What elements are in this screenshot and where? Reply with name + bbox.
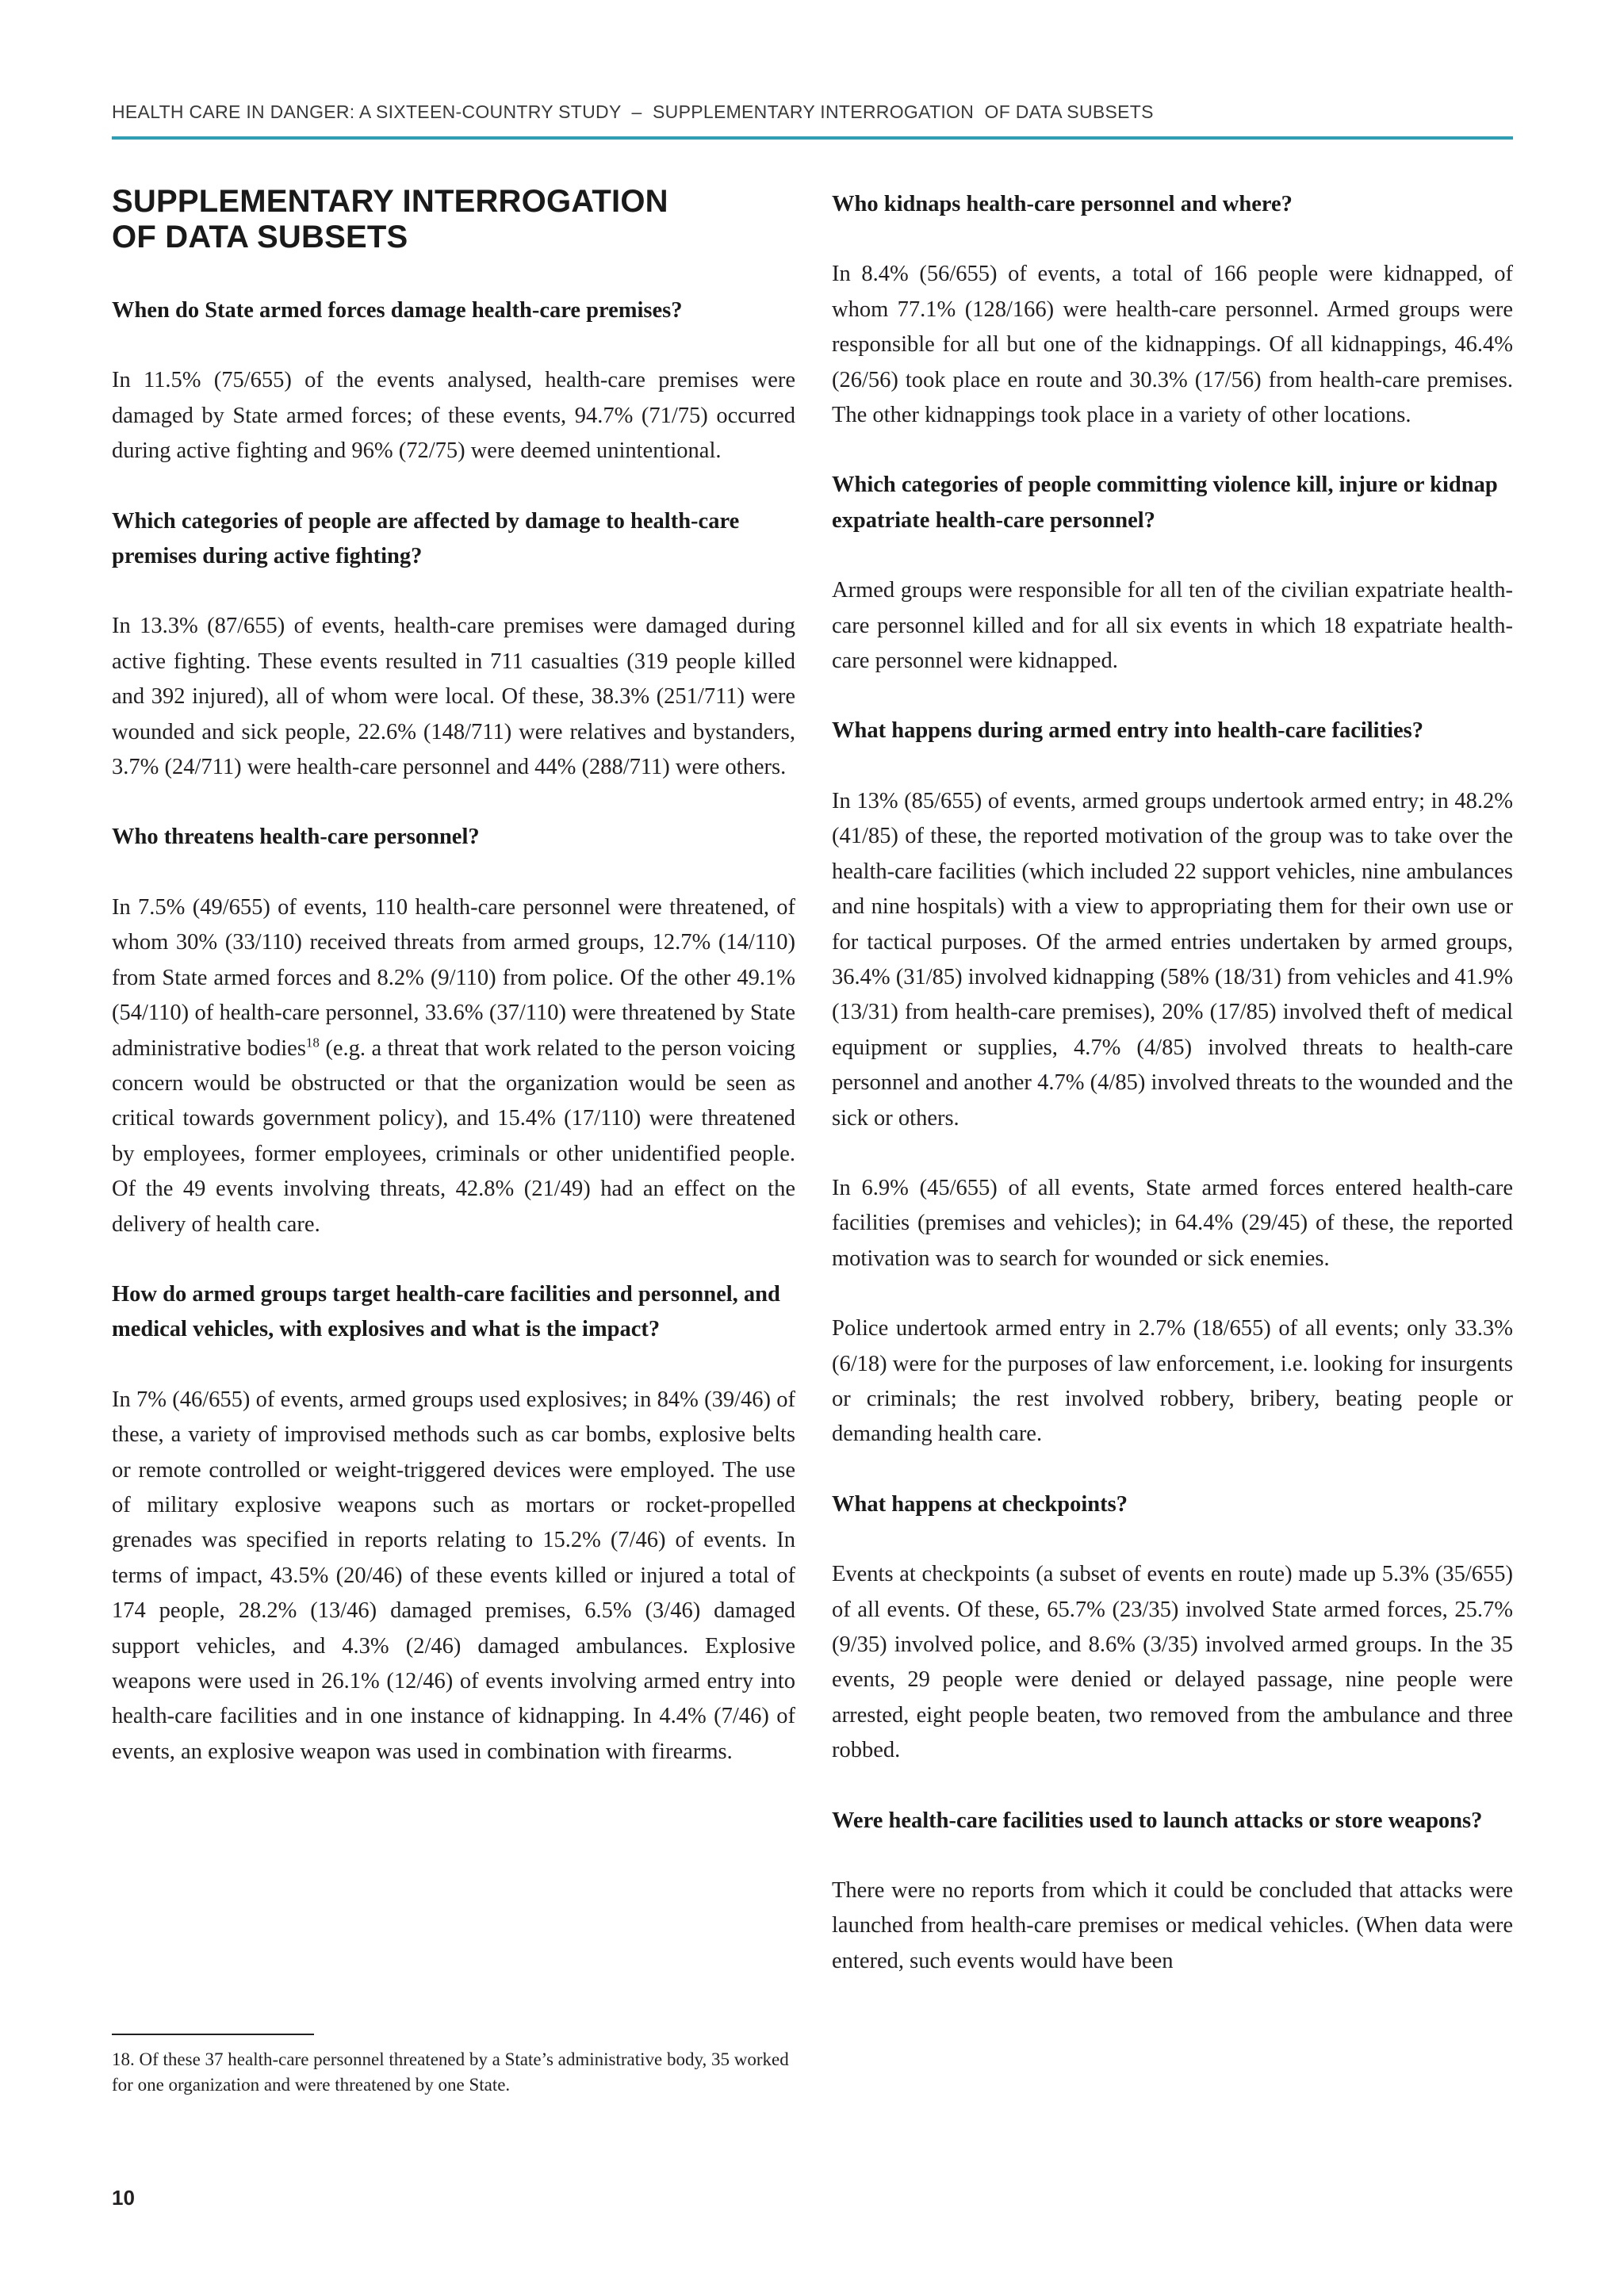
paragraph-categories-affected: In 13.3% (87/655) of events, health-care premises were damaged during active fighting. These events resulted in 711 casualties (319 people killed and 392 injured), all of whom were local. Of these, 38.3% (251/711) were wounded and sick people, 22.6% (148/711) were relatives and bystanders, 3.7% (24/711) were health-care personnel and 44% (288/711) were others. (112, 614, 795, 780)
left-column (112, 184, 795, 1804)
paragraph-who-threatens-part-1: In 7.5% (49/655) of events, 110 health-care personnel were threatened, of whom 30% (33/110) received threats from armed groups, 12.7% (14/110) from State armed forces and 8.2% (9/110) from police. Of the other 49.1% (54/110) of health-care personnel, 33.6% (37/110) were threatened by State administrative bodies (112, 894, 795, 1061)
paragraph-facilities-used-for-attacks: There were no reports from which it could be concluded that attacks were launched from health-care premises or medical vehicles. (When data were entered, such events would have been (832, 1878, 1513, 1973)
paragraph-explosives: In 7% (46/655) of events, armed groups used explosives; in 84% (39/46) of these, a variety of improvised methods such as car bombs, explosive belts or remote controlled or weight-triggered devices were employed. The use of military explosive weapons such as mortars or rocket-propelled grenades was specified in reports relating to 15.2% (7/46) of events. In terms of impact, 43.5% (20/46) of these events killed or injured a total of 174 people, 28.2% (13/46) damaged premises, 6.5% (3/46) damaged support vehicles, and 4.3% (2/46) damaged ambulances. Explosive weapons were used in 26.1% (12/46) of events involving armed entry into health-care facilities and in one instance of kidnapping. In 4.4% (7/46) of events, an explosive weapon was used in combination with firearms. (112, 1387, 795, 1764)
question-checkpoints: What happens at checkpoints? (832, 1491, 1128, 1517)
paragraph-state-forces-damage: In 11.5% (75/655) of the events analysed, health-care premises were damaged by State armed forces; of these events, 94.7% (71/75) occurred during active fighting and 96% (72/75) were deemed unintentional. (112, 368, 795, 464)
footnote: 18. Of these 37 health-care personnel threatened by a State’s administrative body, 35 worked for one organization and were threatened by one State. (112, 2049, 789, 2095)
question-explosives: How do armed groups target health-care facilities and personnel, and medical vehicles, with explosives and what is the impact? (112, 1281, 780, 1342)
question-kidnapping: Who kidnaps health-care personnel and where? (832, 192, 1293, 216)
section-title-line-2: OF DATA SUBSETS (112, 220, 408, 254)
section-title-line-1: SUPPLEMENTARY INTERROGATION (112, 184, 668, 219)
paragraph-who-threatens-part-2: (e.g. a threat that work related to the person voicing concern would be obstructed or that the organization would be seen as critical towards government policy), and 15.4% (17/110) were threatened by employees, former employees, criminals or other unidentified people. Of the 49 events involving threats, 42.8% (21/49) had an effect on the delivery of health care. (112, 1035, 795, 1237)
right-column (832, 187, 1513, 2014)
running-header: HEALTH CARE IN DANGER: A SIXTEEN-COUNTRY STUDY – SUPPLEMENTARY INTERROGATION OF DATA SUBSETS (112, 101, 1154, 122)
question-armed-entry: What happens during armed entry into health-care facilities? (832, 718, 1423, 744)
section-title (112, 184, 795, 255)
paragraph-armed-entry-state: In 6.9% (45/655) of all events, State armed forces entered health-care facilities (premises and vehicles); in 64.4% (29/45) of these, the reported motivation was to search for wounded or sick enemies. (832, 1175, 1513, 1271)
footnote-reference: 18 (305, 1035, 320, 1050)
header-rule (112, 136, 1513, 140)
question-who-threatens: Who threatens health-care personnel? (112, 825, 480, 850)
footnote-rule (112, 2034, 314, 2035)
question-state-forces-damage: When do State armed forces damage health-care premises? (112, 298, 683, 323)
paragraph-who-threatens (112, 890, 795, 1242)
paragraph-kidnapping: In 8.4% (56/655) of events, a total of 166 people were kidnapped, of whom 77.1% (128/166) were health-care personnel. Armed groups were responsible for all but one of the kidnappings. Of all kidnappings, 46.4% (26/56) took place en route and 30.3% (17/56) from health-care premises. The other kidnappings took place in a variety of other locations. (832, 262, 1513, 428)
question-expatriate: Which categories of people committing violence kill, injure or kidnap expatriate health-care personnel? (832, 473, 1498, 533)
paragraph-checkpoints: Events at checkpoints (a subset of events en route) made up 5.3% (35/655) of all events. Of these, 65.7% (23/35) involved State armed forces, 25.7% (9/35) involved police, and 8.6% (3/35) involved armed groups. In the 35 events, 29 people were denied or delayed passage, nine people were arrested, eight people beaten, two removed from the ambulance and three robbed. (832, 1562, 1513, 1763)
paragraph-armed-entry-groups: In 13% (85/655) of events, armed groups undertook armed entry; in 48.2% (41/85) of these, the reported motivation of the group was to take over the health-care facilities (which included 22 support vehicles, nine ambulances and nine hospitals) with a view to appropriating them for their own use or for tactical purposes. Of the armed entries undertaken by armed groups, 36.4% (31/85) involved kidnapping (58% (18/31) from vehicles and 41.9% (13/31) from health-care premises), 20% (17/85) involved theft of medical equipment or supplies, 4.7% (4/85) involved threats to health-care personnel and another 4.7% (4/85) involved threats to the wounded and the sick or others. (832, 788, 1513, 1131)
paragraph-expatriate: Armed groups were responsible for all ten of the civilian expatriate health-care personnel killed and for all six events in which 18 expatriate health-care personnel were kidnapped. (832, 578, 1513, 674)
paragraph-armed-entry-police: Police undertook armed entry in 2.7% (18/655) of all events; only 33.3% (6/18) were for the purposes of law enforcement, i.e. looking for insurgents or criminals; the rest involved robbery, bribery, beating people or demanding health care. (832, 1316, 1513, 1447)
question-facilities-used-for-attacks: Were health-care facilities used to launch attacks or store weapons? (832, 1808, 1483, 1833)
page-number: 10 (112, 2186, 135, 2210)
question-categories-affected: Which categories of people are affected by damage to health-care premises during active fighting? (112, 508, 740, 569)
